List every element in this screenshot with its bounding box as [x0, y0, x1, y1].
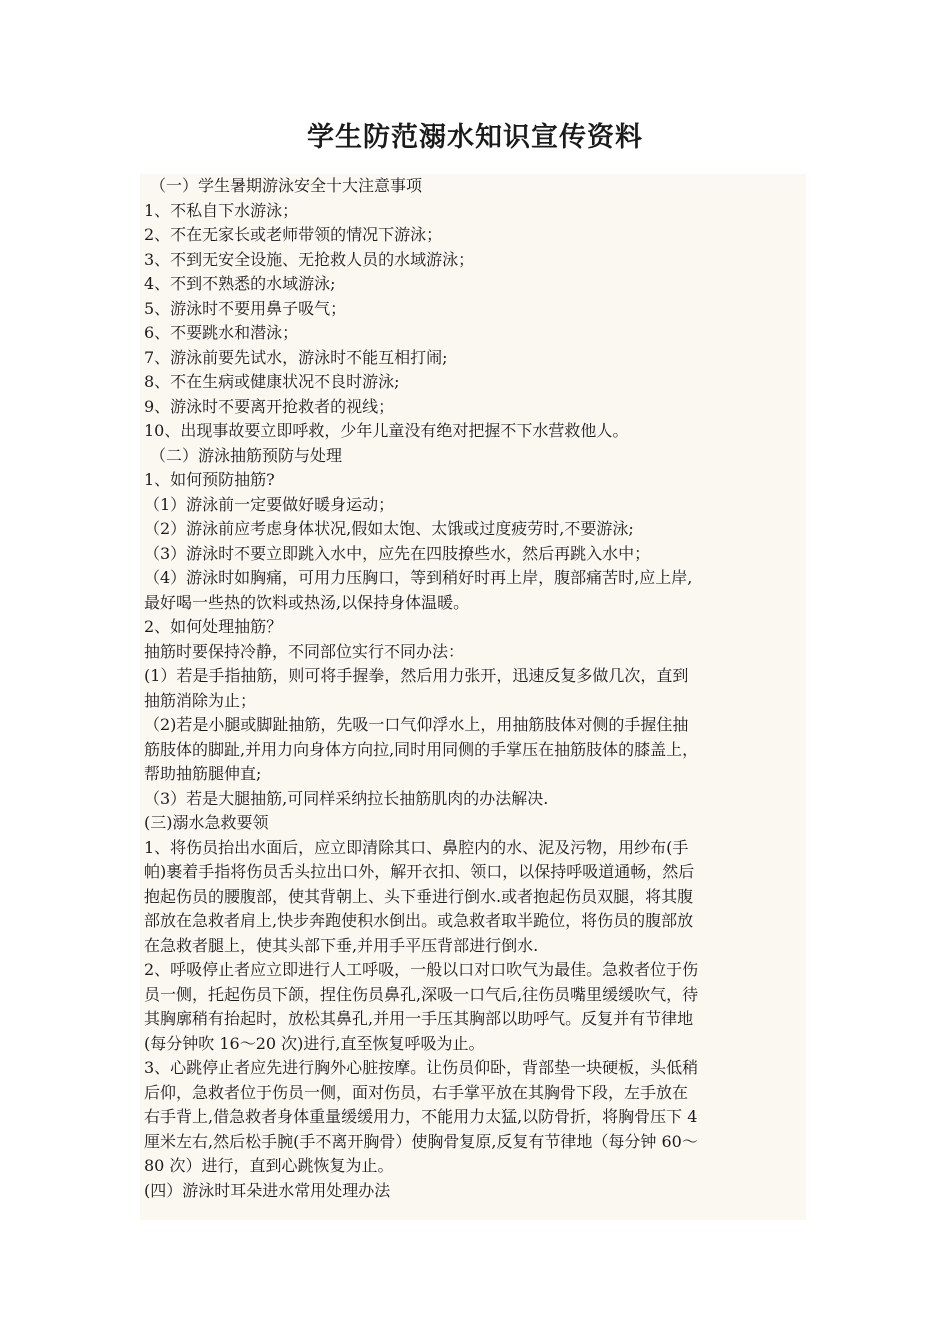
paragraph-line: 抽筋时要保持冷静，不同部位实行不同办法：	[144, 641, 465, 661]
document-title: 学生防范溺水知识宣传资料	[307, 122, 643, 153]
paragraph-line: 帕)裹着手指将伤员舌头拉出口外，解开衣扣、领口，以保持呼吸道通畅，然后	[144, 862, 695, 881]
paragraph-line: 其胸廓稍有抬起时，放松其鼻孔,并用一手压其胸部以助呼气。反复并有节律地	[144, 1009, 694, 1028]
subheading: 2、如何处理抽筋？	[144, 617, 283, 636]
paragraph-line: 厘米左右,然后松手腕(手不离开胸骨）使胸骨复原,反复有节律地（每分钟 60～	[144, 1131, 698, 1151]
paragraph-line: (每分钟吹 16～20 次)进行,直至恢复呼吸为止。	[144, 1033, 485, 1053]
paragraph-line: 1、将伤员抬出水面后，应立即清除其口、鼻腔内的水、泥及污物，用纱布(手	[144, 837, 689, 857]
paragraph-line: 3、心跳停止者应先进行胸外心脏按摩。让伤员仰卧，背部垫一块硬板，头低稍	[144, 1058, 699, 1077]
paragraph-line: 右手背上,借急救者身体重量缓缓用力，不能用力太猛,以防骨折，将胸骨压下 4	[144, 1107, 698, 1126]
list-item: （1）游泳前一定要做好暖身运动；	[144, 494, 395, 514]
list-item: （2）游泳前应考虑身体状况,假如太饱、太饿或过度疲劳时,不要游泳;	[144, 519, 634, 538]
list-item-continued: 最好喝一些热的饮料或热汤,以保持身体温暖。	[144, 592, 470, 612]
section-heading-3: (三)溺水急救要领	[144, 813, 269, 832]
list-item: 3、不到无安全设施、无抢救人员的水域游泳；	[144, 249, 475, 269]
paragraph-line: 抱起伤员的腰腹部，使其背朝上、头下垂进行倒水.或者抱起伤员双腿，将其腹	[144, 886, 694, 906]
list-item: （4）游泳时如胸痛，可用力压胸口，等到稍好时再上岸，腹部痛苦时,应上岸,	[144, 568, 693, 587]
list-item: （3）游泳时不要立即跳入水中，应先在四肢撩些水，然后再跳入水中；	[144, 543, 651, 563]
list-item: 8、不在生病或健康状况不良时游泳;	[144, 372, 400, 391]
paragraph-line: 2、呼吸停止者应立即进行人工呼吸，一般以口对口吹气为最佳。急救者位于伤	[144, 960, 699, 979]
list-item: （2)若是小腿或脚趾抽筋，先吸一口气仰浮水上，用抽筋肢体对侧的手握住抽	[144, 715, 689, 734]
paragraph-line: 80 次）进行，直到心跳恢复为止。	[144, 1156, 394, 1175]
list-item: （3）若是大腿抽筋,可同样采纳拉长抽筋肌肉的办法解决.	[144, 788, 549, 808]
list-item: 1、不私自下水游泳；	[144, 200, 299, 220]
list-item: 10、出现事故要立即呼救，少年儿童没有绝对把握不下水营救他人。	[144, 421, 629, 440]
paragraph-line: 员一侧，托起伤员下颌，捏住伤员鼻孔,深吸一口气后,往伤员嘴里缓缓吹气，待	[144, 984, 699, 1004]
list-item-continued: 抽筋消除为止；	[144, 690, 257, 710]
subheading: 1、如何预防抽筋?	[144, 470, 275, 489]
list-item: (1）若是手指抽筋，则可将手握拳，然后用力张开，迅速反复多做几次，直到	[144, 666, 689, 685]
list-item: 5、游泳时不要用鼻子吸气；	[144, 298, 347, 318]
list-item: 6、不要跳水和潜泳；	[144, 323, 299, 342]
paragraph-line: 后仰，急救者位于伤员一侧，面对伤员，右手掌平放在其胸骨下段，左手放在	[144, 1082, 689, 1102]
paragraph-line: 在急救者腿上，使其头部下垂,并用手平压背部进行倒水.	[144, 935, 539, 955]
list-item-continued: 筋肢体的脚趾,并用力向身体方向拉,同时用同侧的手掌压在抽筋肢体的膝盖上，	[144, 739, 699, 759]
section-heading-1: （一）学生暑期游泳安全十大注意事项	[150, 176, 423, 195]
list-item: 2、不在无家长或老师带领的情况下游泳；	[144, 225, 443, 244]
list-item: 4、不到不熟悉的水域游泳;	[144, 274, 336, 293]
paragraph-line: 部放在急救者肩上,快步奔跑使积水倒出。或急救者取半跪位，将伤员的腹部放	[144, 911, 694, 930]
list-item-continued: 帮助抽筋腿伸直;	[144, 764, 262, 783]
section-heading-4: (四）游泳时耳朵进水常用处理办法	[144, 1180, 391, 1200]
section-heading-2: （二）游泳抽筋预防与处理	[150, 445, 343, 465]
list-item: 7、游泳前要先试水，游泳时不能互相打闹;	[144, 347, 448, 367]
document-body	[140, 174, 806, 1220]
list-item: 9、游泳时不要离开抢救者的视线；	[144, 396, 395, 416]
